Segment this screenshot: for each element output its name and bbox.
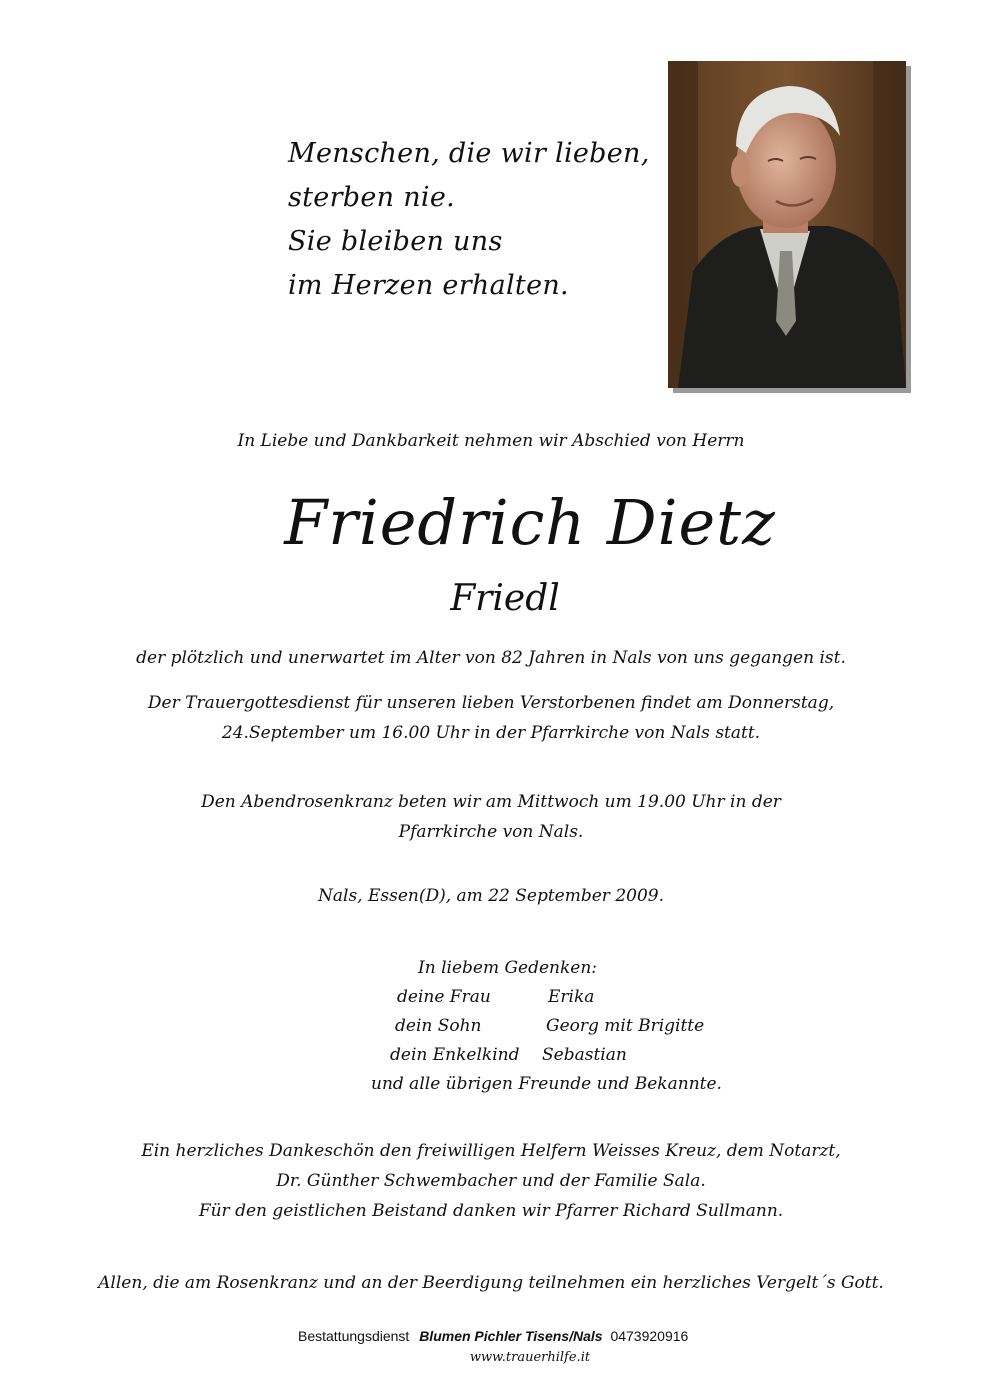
mourners-others: und alle übrigen Freunde und Bekannte. bbox=[371, 1074, 722, 1094]
mourners-heading: In liebem Gedenken: bbox=[418, 958, 598, 978]
quote-line-2: sterben nie. bbox=[288, 182, 456, 213]
thanks-line-2: Dr. Günther Schwembacher und der Familie Sala. bbox=[276, 1171, 706, 1191]
mourners-list bbox=[0, 954, 982, 1099]
service-line-1: Der Trauergottesdienst für unseren lieben Verstorbenen findet am Donnerstag, bbox=[147, 693, 835, 713]
mourner-relation: deine Frau bbox=[397, 987, 491, 1007]
mourner-relation: dein Enkelkind bbox=[390, 1045, 520, 1065]
footer-label: Bestattungsdienst bbox=[298, 1328, 410, 1344]
service-line-2: 24.September um 16.00 Uhr in der Pfarrkirche von Nals statt. bbox=[221, 723, 761, 743]
rosary-line-2: Pfarrkirche von Nals. bbox=[398, 822, 584, 842]
mourner-relation: dein Sohn bbox=[395, 1016, 482, 1036]
memorial-quote bbox=[288, 132, 650, 308]
place-date: Nals, Essen(D), am 22 September 2009. bbox=[318, 886, 664, 906]
rosary-line-1: Den Abendrosenkranz beten wir am Mittwoch um 19.00 Uhr in der bbox=[201, 792, 781, 812]
farewell-intro: In Liebe und Dankbarkeit nehmen wir Abschied von Herrn bbox=[237, 431, 745, 451]
portrait-photo bbox=[668, 61, 906, 388]
mourner-name: Erika bbox=[548, 987, 595, 1007]
rosary-info bbox=[0, 787, 982, 847]
quote-line-4: im Herzen erhalten. bbox=[288, 270, 569, 301]
mourner-name: Georg mit Brigitte bbox=[546, 1016, 705, 1036]
death-notice: der plötzlich und unerwartet im Alter von 82 Jahren in Nals von uns gegangen ist. bbox=[136, 648, 846, 668]
quote-line-1: Menschen, die wir lieben, bbox=[288, 138, 650, 169]
funeral-service-footer bbox=[298, 1328, 688, 1344]
mourner-row bbox=[0, 1012, 982, 1041]
deceased-name: Friedrich Dietz bbox=[284, 486, 776, 559]
closing-thanks: Allen, die am Rosenkranz und an der Beerdigung teilnehmen ein herzliches Vergelt´s Gott. bbox=[98, 1273, 884, 1293]
mourner-row bbox=[0, 1041, 982, 1070]
footer-phone: 0473920916 bbox=[610, 1328, 689, 1344]
mourner-name: Sebastian bbox=[542, 1045, 627, 1065]
quote-line-3: Sie bleiben uns bbox=[288, 226, 503, 257]
thanks-line-3: Für den geistlichen Beistand danken wir Pfarrer Richard Sullmann. bbox=[198, 1201, 784, 1221]
footer-company: Blumen Pichler Tisens/Nals bbox=[419, 1328, 603, 1344]
portrait-photo-icon bbox=[668, 61, 906, 388]
mourner-row bbox=[0, 983, 982, 1012]
footer-url: www.trauerhilfe.it bbox=[469, 1350, 591, 1365]
funeral-service-info bbox=[0, 688, 982, 748]
thanks-line-1: Ein herzliches Dankeschön den freiwilligen Helfern Weisses Kreuz, dem Notarzt, bbox=[141, 1141, 841, 1161]
thanks-section bbox=[0, 1136, 982, 1226]
deceased-nickname: Friedl bbox=[450, 578, 560, 619]
